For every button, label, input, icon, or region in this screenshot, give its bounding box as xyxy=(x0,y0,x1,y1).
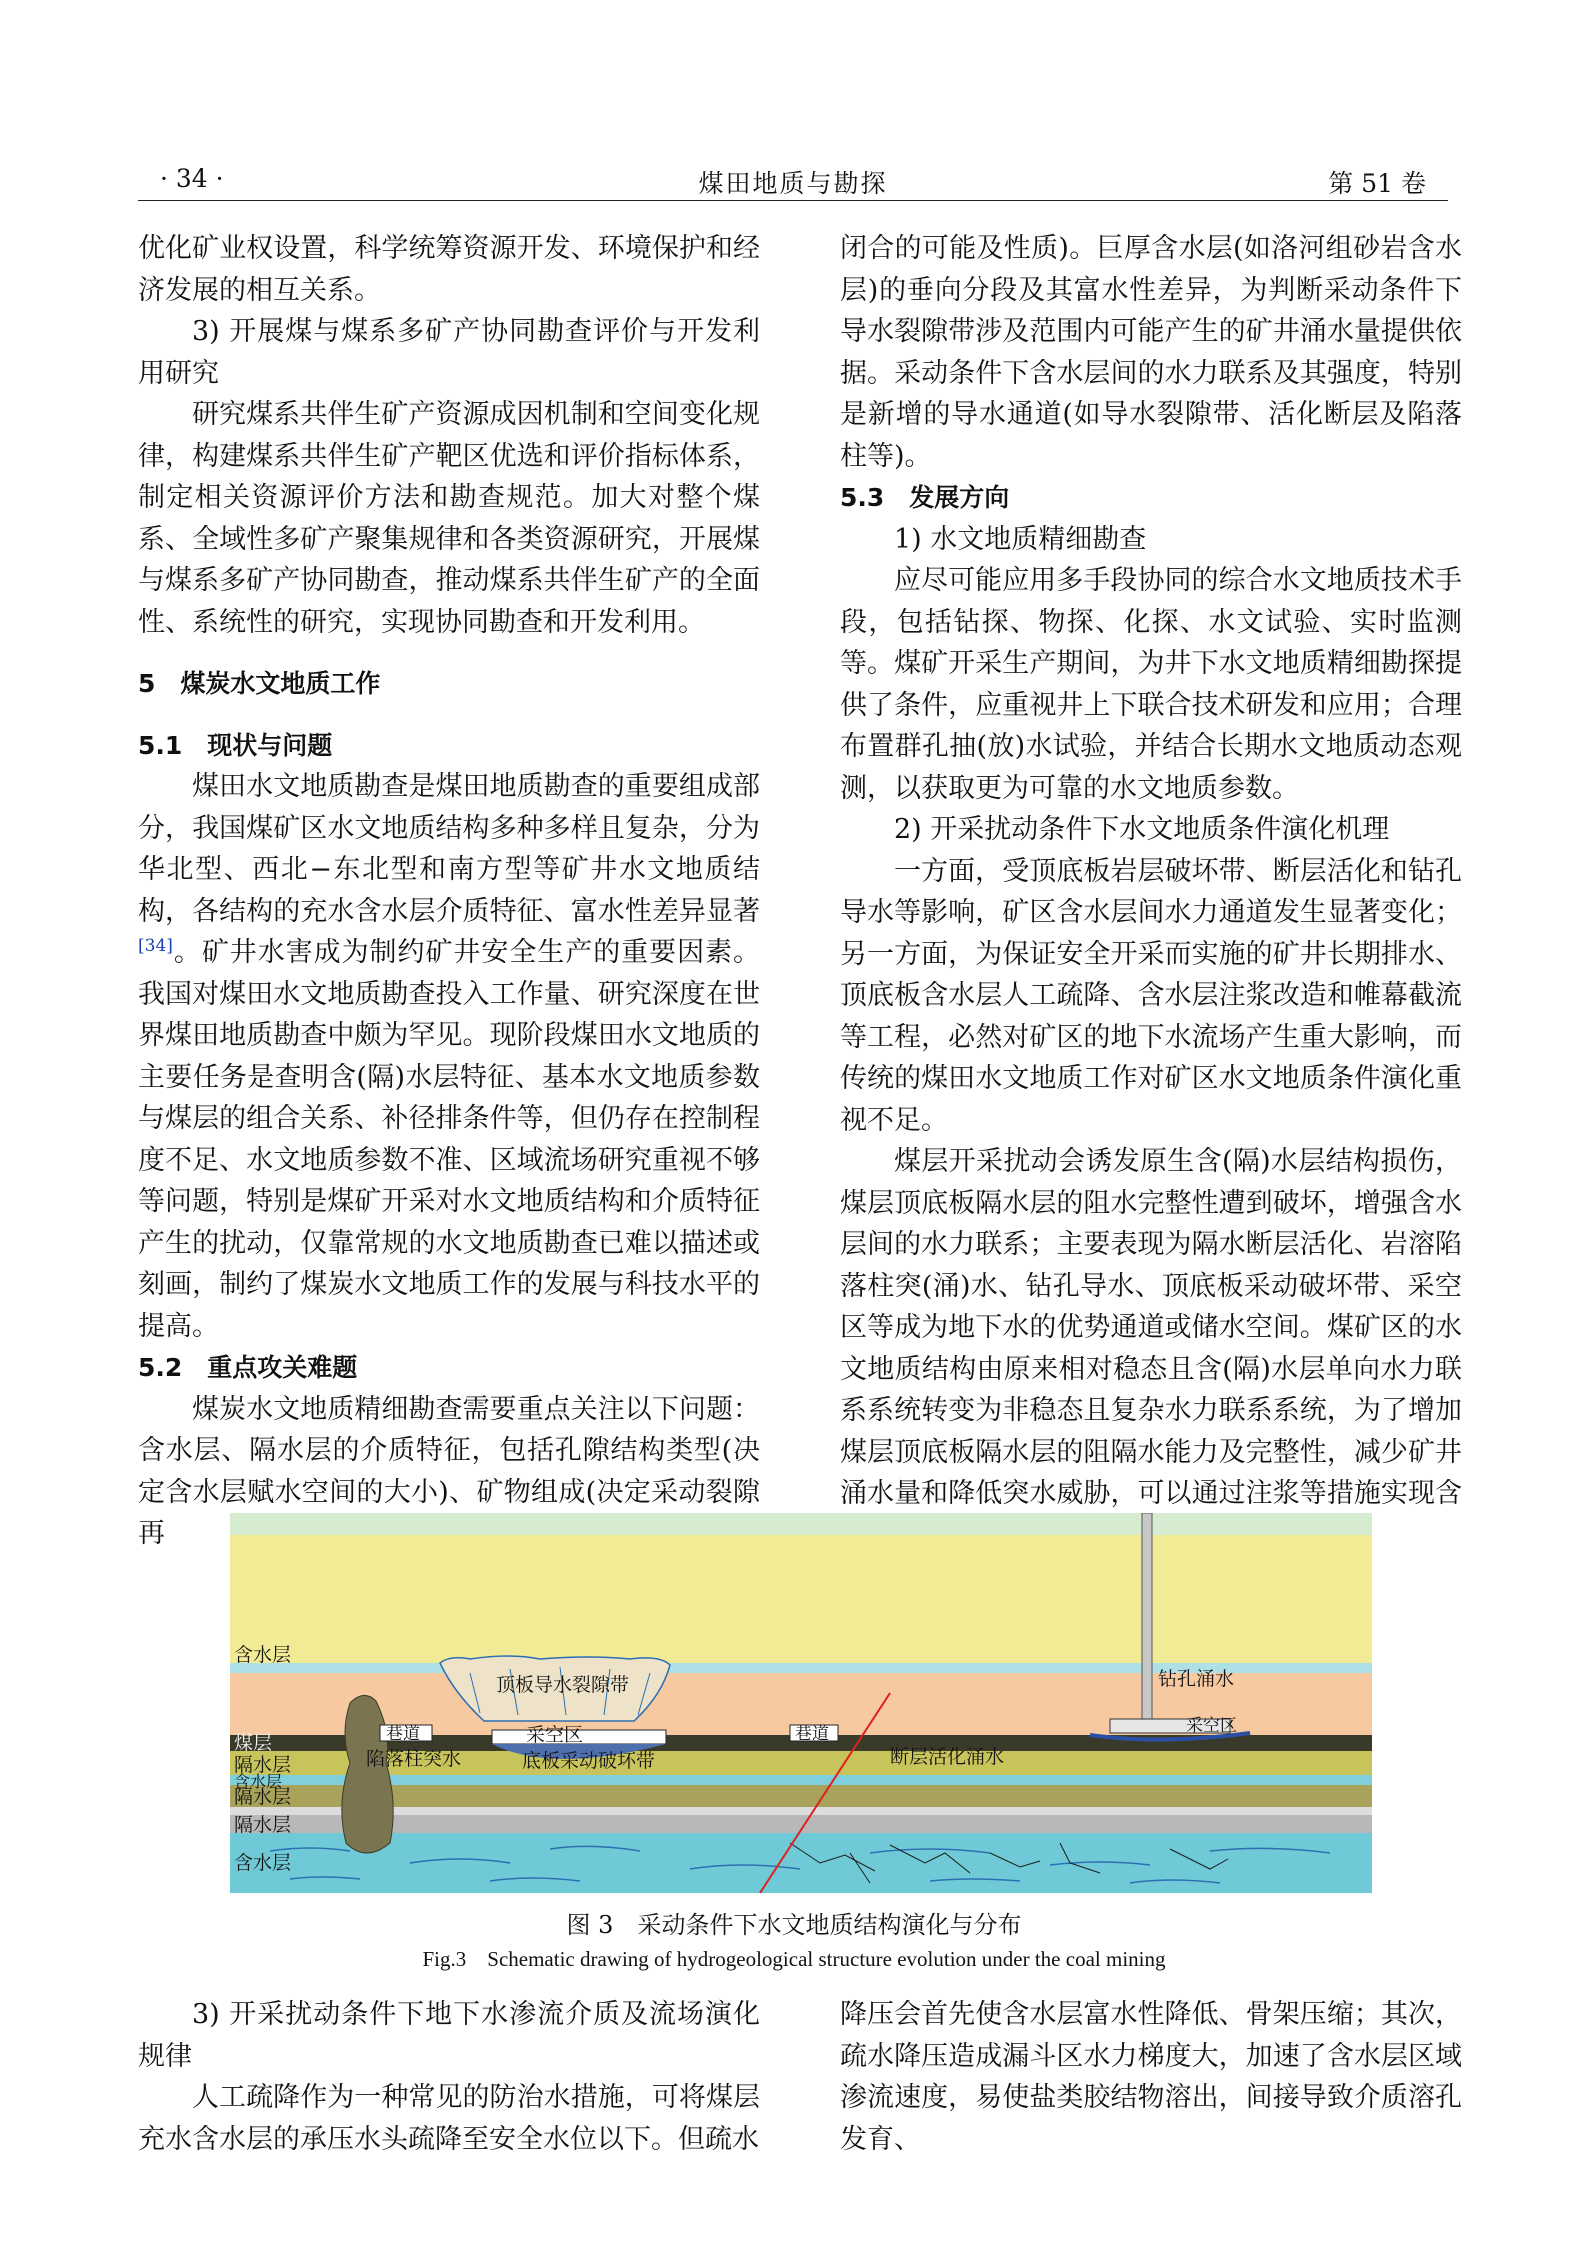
left-column-bottom xyxy=(138,1994,760,2160)
layer-sandstone xyxy=(230,1535,1372,1663)
figure-caption-cn: 图 3 采动条件下水文地质结构演化与分布 xyxy=(566,1911,1022,1939)
label-goaf: 采空区 xyxy=(526,1724,584,1746)
layer-aquiclude-2 xyxy=(230,1785,1372,1807)
figure-caption-en: Fig.3 Schematic drawing of hydrogeological structure evolution under the coal mining xyxy=(422,1947,1166,1971)
paragraph-text: 煤田水文地质勘查是煤田地质勘查的重要组成部分，我国煤矿区水文地质结构多种多样且复杂，分为华北型、西北−东北型和南方型等矿井水文地质结构，各结构的充水含水层介质特征、富水性差异显著 xyxy=(138,771,760,927)
layer-topsoil xyxy=(230,1513,1372,1535)
right-column xyxy=(840,228,1462,1556)
label-roadway-2: 巷道 xyxy=(795,1724,829,1744)
label-collapse: 陷落柱突水 xyxy=(366,1748,462,1770)
label-aquifer-top: 含水层 xyxy=(234,1644,292,1666)
label-aquifer-mid: 含水层 xyxy=(234,1772,283,1791)
paragraph: 煤炭水文地质精细勘查需要重点关注以下问题：含水层、隔水层的介质特征，包括孔隙结构类型(决定含水层赋水空间的大小)、矿物组成(决定采动裂隙再 xyxy=(138,1393,760,1549)
paragraph-text: 。矿井水害成为制约矿井安全生产的重要因素。我国对煤田水文地质勘查投入工作量、研究深度在世界煤田地质勘查中颇为罕见。现阶段煤田水文地质的主要任务是查明含(隔)水层特征、基本水文地质参数与煤层的组合关系、补径排条件等，但仍存在控制程度不足、水文地质参数不准、区域流场研究重视不够等问题，特别是煤矿开采对水文地质结构和介质特征产生的扰动，仅靠常规的水文地质勘查已难以描述或刻画，制约了煤炭水文地质工作的发展与科技水平的提高。 xyxy=(138,937,760,1342)
page-header xyxy=(138,160,1448,201)
subsection-item: 1) 水文地质精细勘查 xyxy=(894,523,1147,555)
paragraph: 研究煤系共伴生矿产资源成因机制和空间变化规律，构建煤系共伴生矿产靶区优选和评价指标体系，制定相关资源评价方法和勘查规范。加大对整个煤系、全域性多矿产聚集规律和各类资源研究，开展煤与煤系多矿产协同勘查，推动煤系共伴生矿产的全面性、系统性的研究，实现协同勘查和开发利用。 xyxy=(138,399,760,638)
label-roof-fracture: 顶板导水裂隙带 xyxy=(496,1674,630,1696)
subsection-item: 3) 开采扰动条件下地下水渗流介质及流场演化规律 xyxy=(138,1999,760,2072)
label-borehole: 钻孔涌水 xyxy=(1158,1668,1235,1690)
figure-hydrogeology xyxy=(230,1513,1372,1893)
label-aquiclude-2: 隔水层 xyxy=(234,1786,292,1808)
label-fault: 断层活化涌水 xyxy=(890,1746,1005,1768)
page-number: · 34 · xyxy=(160,164,224,193)
paragraph: 应尽可能应用多手段协同的综合水文地质技术手段，包括钻探、物探、化探、水文试验、实时监测等。煤矿开采生产期间，为井下水文地质精细勘探提供了条件，应重视井上下联合技术研发和应用；合理布置群孔抽(放)水试验，并结合长期水文地质动态观测，以获取更为可靠的水文地质参数。 xyxy=(840,565,1462,804)
journal-title: 煤田地质与勘探 xyxy=(698,169,888,198)
paragraph xyxy=(840,1141,1462,1556)
paragraph: 人工疏降作为一种常见的防治水措施，可将煤层充水含水层的承压水头疏降至安全水位以下。但疏水 xyxy=(138,2082,760,2155)
layer-thin xyxy=(230,1807,1372,1815)
paragraph xyxy=(138,766,760,1347)
paragraph: 优化矿业权设置，科学统筹资源开发、环境保护和经济发展的相互关系。 xyxy=(138,233,760,306)
label-aquifer-bottom: 含水层 xyxy=(234,1852,292,1874)
paragraph-text: 煤层开采扰动会诱发原生含(隔)水层结构损伤，煤层顶底板隔水层的阻水完整性遭到破坏，增强含水层间的水力联系；主要表现为隔水断层活化、岩溶陷落柱突(涌)水、钻孔导水、顶底板采动破坏带、采空区等成为地下水的优势通道或储水空间。煤矿区的水文地质结构由原来相对稳态且含(隔)水层单向水力联系系统转变为非稳态且复杂水力联系系统，为了增加煤层顶底板隔水层的阻隔水能力及完整性，减少矿井涌水量和降低突水威胁，可以通过注浆等措施实现含 xyxy=(840,1146,1462,1509)
right-column-bottom xyxy=(840,1994,1462,2160)
section-heading-5: 5 煤炭水文地质工作 xyxy=(138,669,381,698)
citation-link[interactable]: [34] xyxy=(138,936,173,956)
paragraph: 闭合的可能及性质)。巨厚含水层(如洛河组砂岩含水层)的垂向分段及其富水性差异，为判断采动条件下导水裂隙带涉及范围内可能产生的矿井涌水量提供依据。采动条件下含水层间的水力联系及其强度，特别是新增的导水通道(如导水裂隙带、活化断层及陷落柱等)。 xyxy=(840,233,1462,472)
paragraph: 一方面，受顶底板岩层破坏带、断层活化和钻孔导水等影响，矿区含水层间水力通道发生显著变化；另一方面，为保证安全开采而实施的矿井长期排水、顶底板含水层人工疏降、含水层注浆改造和帷幕截流等工程，必然对矿区的地下水流场产生重大影响，而传统的煤田水文地质工作对矿区水文地质条件演化重视不足。 xyxy=(840,855,1462,1136)
left-column xyxy=(138,228,760,1555)
subsection-item: 2) 开采扰动条件下水文地质条件演化机理 xyxy=(894,814,1390,845)
section-heading-5-2: 5.2 重点攻关难题 xyxy=(138,1353,358,1382)
layer-aquifer-bottom xyxy=(230,1833,1372,1893)
label-aquiclude-1: 隔水层 xyxy=(234,1754,292,1776)
label-floor-damage: 底板采动破坏带 xyxy=(522,1750,656,1772)
label-coal: 煤层 xyxy=(234,1732,273,1754)
volume-label: 第 51 卷 xyxy=(1328,169,1426,198)
label-aquiclude-3: 隔水层 xyxy=(234,1814,292,1836)
label-goaf-2: 采空区 xyxy=(1186,1716,1237,1736)
paragraph: 降压会首先使含水层富水性降低、骨架压缩；其次，疏水降压造成漏斗区水力梯度大，加速了含水层区域渗流速度，易使盐类胶结物溶出，间接导致介质溶孔发育、 xyxy=(840,1999,1462,2155)
section-heading-5-1: 5.1 现状与问题 xyxy=(138,730,333,760)
section-heading-5-3: 5.3 发展方向 xyxy=(840,483,1010,512)
label-roadway-1: 巷道 xyxy=(386,1724,420,1744)
layer-aquifer-mid xyxy=(230,1775,1372,1785)
borehole xyxy=(1142,1513,1152,1721)
subsection-item: 3) 开展煤与煤系多矿产协同勘查评价与开发利用研究 xyxy=(138,316,760,389)
